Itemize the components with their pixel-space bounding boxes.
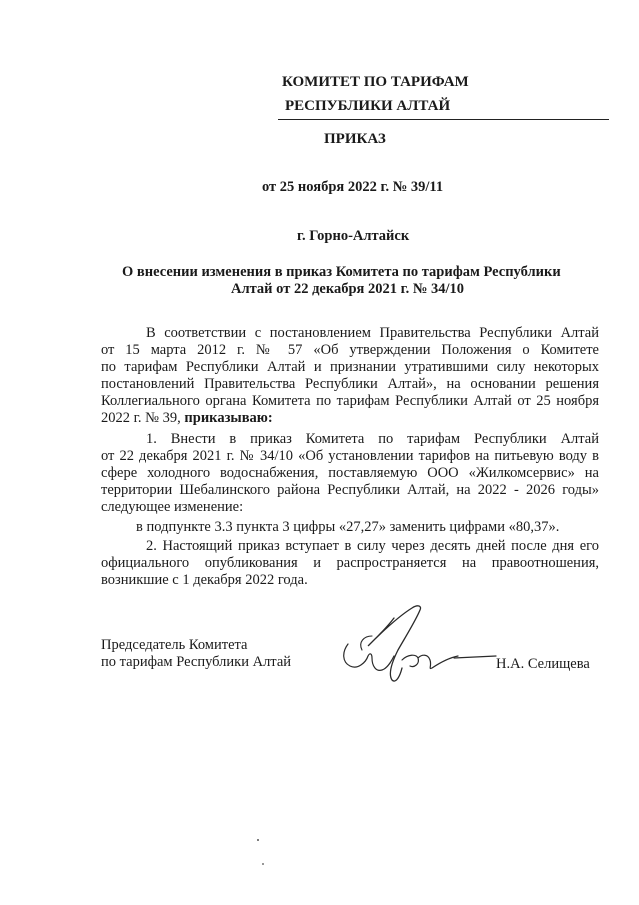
signatory-name: Н.А. Селищева — [496, 656, 590, 672]
body-p1-line4: постановлений Правительства Республики Алтай», на основании решения — [101, 376, 599, 392]
header-rule — [278, 119, 609, 120]
org-name-line2: РЕСПУБЛИКИ АЛТАЙ — [285, 98, 451, 114]
body-p1-line6 — [101, 410, 273, 426]
body-p4-line2: официального опубликования и распространяется на правоотношения, — [101, 555, 599, 571]
subject-line1: О внесении изменения в приказ Комитета по тарифам Республики — [122, 264, 561, 280]
body-p1-line1: В соответствии с постановлением Правительства Республики Алтай — [146, 325, 599, 341]
org-name-line1: КОМИТЕТ ПО ТАРИФАМ — [282, 74, 469, 90]
body-p2-line4: территории Шебалинского района Республики Алтай, на 2022 - 2026 годы» — [101, 482, 599, 498]
signatory-title-line2: по тарифам Республики Алтай — [101, 654, 292, 670]
body-p2-line5: следующее изменение: — [101, 499, 244, 515]
body-p3: в подпункте 3.3 пункта 3 цифры «27,27» заменить цифрами «80,37». — [136, 519, 560, 535]
body-p1-line5: Коллегиального органа Комитета по тарифам Республики Алтай от 25 ноября — [101, 393, 599, 409]
document-date-number: от 25 ноября 2022 г. № 39/11 — [262, 179, 444, 195]
body-p1-line3: по тарифам Республики Алтай и признании утратившими силу некоторых — [101, 359, 599, 375]
body-p2-line2: от 22 декабря 2021 г. № 34/10 «Об установлении тарифов на питьевую воду в — [101, 448, 599, 464]
body-p2-line1: 1. Внести в приказ Комитета по тарифам Республики Алтай — [146, 431, 599, 447]
scan-mark — [262, 863, 264, 865]
order-verb: приказываю: — [184, 410, 273, 426]
body-p4-line1: 2. Настоящий приказ вступает в силу через десять дней после дня его — [146, 538, 599, 554]
subject-line2: Алтай от 22 декабря 2021 г. № 34/10 — [231, 281, 465, 297]
body-p2-line3: сфере холодного водоснабжения, поставляемую ООО «Жилкомсервис» на — [101, 465, 599, 481]
body-p4-line3: возникшие с 1 декабря 2022 года. — [101, 572, 308, 588]
body-p1-line6-text: 2022 г. № 39, — [101, 410, 181, 426]
document-city: г. Горно-Алтайск — [297, 228, 410, 244]
body-p1-line2: от 15 марта 2012 г. № 57 «Об утверждении Положения о Комитете — [101, 342, 599, 358]
scan-mark — [257, 839, 259, 841]
signatory-title-line1: Председатель Комитета — [101, 637, 248, 653]
handwritten-signature — [336, 596, 506, 696]
document-type: ПРИКАЗ — [324, 131, 386, 147]
